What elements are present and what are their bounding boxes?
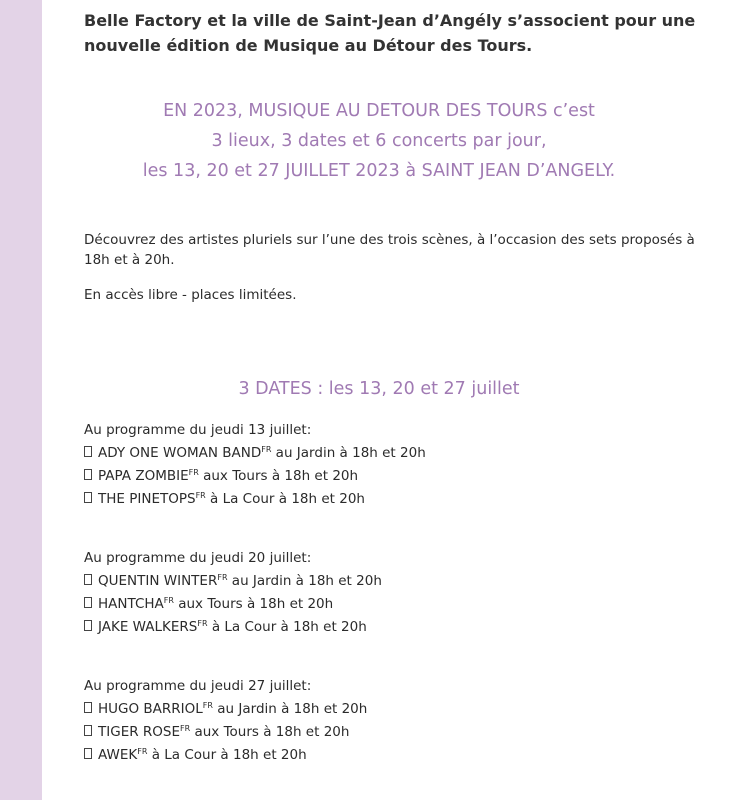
artist-name: ADY ONE WOMAN BAND: [98, 445, 262, 461]
program-day-3: [84, 675, 704, 767]
checkbox-glyph-icon: [84, 446, 92, 457]
program-item: [84, 593, 704, 616]
dates-title: 3 DATES : les 13, 20 et 27 juillet: [238, 379, 520, 399]
headline-line-3: les 13, 20 et 27 JUILLET 2023 à SAINT JEAN D’ANGELY.: [142, 161, 616, 181]
program-heading: Au programme du jeudi 20 juillet:: [84, 550, 312, 566]
headline-line-1: EN 2023, MUSIQUE AU DETOUR DES TOURS c’est: [163, 101, 595, 121]
program-day-2: [84, 547, 704, 639]
set-details: à La Cour à 18h et 20h: [147, 747, 307, 763]
program-item: [84, 616, 704, 639]
artist-name: TIGER ROSE: [98, 724, 180, 740]
program-heading: Au programme du jeudi 13 juillet:: [84, 422, 312, 438]
headline-line-2: 3 lieux, 3 dates et 6 concerts par jour,: [211, 131, 547, 151]
set-details: aux Tours à 18h et 20h: [173, 596, 334, 612]
origin-tag: FR: [197, 619, 208, 628]
origin-tag: FR: [217, 573, 228, 582]
origin-tag: FR: [188, 468, 199, 477]
checkbox-glyph-icon: [84, 748, 92, 759]
origin-tag: FR: [163, 596, 174, 605]
origin-tag: FR: [202, 701, 213, 710]
program-item: [84, 488, 704, 511]
program-item: [84, 465, 704, 488]
checkbox-glyph-icon: [84, 620, 92, 631]
origin-tag: FR: [195, 491, 206, 500]
set-details: aux Tours à 18h et 20h: [190, 724, 350, 740]
set-details: à La Cour à 18h et 20h: [205, 491, 365, 507]
program-item: [84, 721, 704, 744]
set-details: au Jardin à 18h et 20h: [212, 701, 368, 717]
sidebar-accent-bar: [0, 0, 42, 800]
program-item: [84, 744, 704, 767]
artist-name: AWEK: [98, 747, 138, 763]
checkbox-glyph-icon: [84, 702, 92, 713]
set-details: aux Tours à 18h et 20h: [198, 468, 359, 484]
artist-name: JAKE WALKERS: [98, 619, 198, 635]
access-note: En accès libre - places limitées.: [84, 287, 297, 303]
checkbox-glyph-icon: [84, 574, 92, 585]
set-details: à La Cour à 18h et 20h: [207, 619, 367, 635]
origin-tag: FR: [261, 445, 272, 454]
origin-tag: FR: [180, 724, 191, 733]
article-content: [84, 0, 704, 767]
program-day-1: [84, 419, 704, 511]
artist-name: PAPA ZOMBIE: [98, 468, 189, 484]
artist-name: HUGO BARRIOL: [98, 701, 203, 717]
artist-name: QUENTIN WINTER: [98, 573, 218, 589]
program-item: [84, 442, 704, 465]
checkbox-glyph-icon: [84, 469, 92, 480]
program-item: [84, 570, 704, 593]
headline-block: [84, 96, 674, 186]
checkbox-glyph-icon: [84, 597, 92, 608]
set-details: au Jardin à 18h et 20h: [271, 445, 426, 461]
origin-tag: FR: [137, 747, 148, 756]
artist-name: THE PINETOPS: [98, 491, 196, 507]
set-details: au Jardin à 18h et 20h: [227, 573, 382, 589]
checkbox-glyph-icon: [84, 725, 92, 736]
description-paragraph: Découvrez des artistes pluriels sur l’une des trois scènes, à l’occasion des sets proposés à 18h et à 20h.: [84, 232, 695, 268]
intro-paragraph: Belle Factory et la ville de Saint-Jean d’Angély s’associent pour une nouvelle édition de Musique au Détour des Tours.: [84, 11, 696, 55]
checkbox-glyph-icon: [84, 492, 92, 503]
artist-name: HANTCHA: [98, 596, 164, 612]
program-item: [84, 698, 704, 721]
program-heading: Au programme du jeudi 27 juillet:: [84, 678, 312, 694]
